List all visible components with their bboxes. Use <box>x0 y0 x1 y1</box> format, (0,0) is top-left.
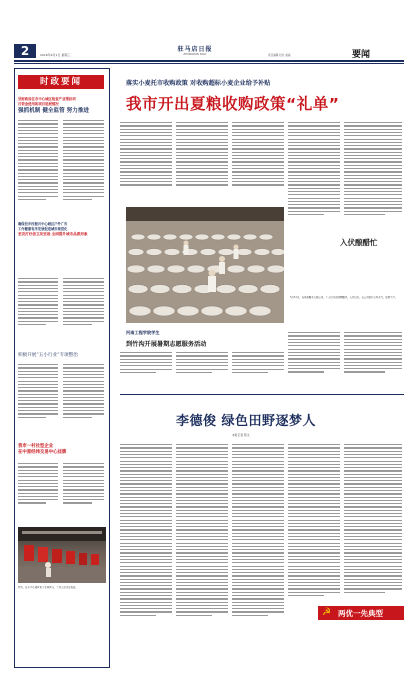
main-headline: 我市开出夏粮收购政策“礼单” <box>126 95 340 113</box>
main-photo-title: 入伏酿醋忙 <box>340 238 378 247</box>
sidebar-article-3-body <box>18 362 58 420</box>
footer-badge-label: 两优一先典型 <box>338 609 383 618</box>
sidebar-article-4-title-1: 我市一村社型企业 <box>18 444 54 449</box>
main-photo <box>126 207 284 323</box>
section-title: 要闻 <box>352 50 371 60</box>
sidebar-banner: 时政要闻 <box>18 75 104 89</box>
story2-kicker: 河南工程学院学生 <box>126 330 160 335</box>
main-article-body-col5 <box>344 120 402 217</box>
masthead-sub: ZHUMADIAN DAILY <box>183 53 207 56</box>
sidebar-article-4-body-col2 <box>63 461 104 506</box>
sidebar-article-1-body <box>18 118 58 202</box>
story2-body-col1 <box>120 350 172 375</box>
sidebar-article-2-body <box>18 276 58 327</box>
story2-body-col4 <box>288 330 340 375</box>
feature-body-col4 <box>288 442 340 598</box>
sidebar-article-1 <box>18 97 106 115</box>
sidebar-article-1-title-1: 县财政局在市中心城区检查产业帮扶项 <box>18 97 76 101</box>
sidebar-article-1-body-col2 <box>63 118 104 202</box>
factory-photo-illustration <box>18 527 106 583</box>
sidebar-article-3-title: 积极开展“五小行业”专项整治 <box>18 353 78 358</box>
header-rule <box>14 60 404 62</box>
sidebar-article-3-body-col2 <box>63 362 104 420</box>
main-kicker: 落实小麦托市收购政策 对收购超标小麦企业给予补贴 <box>126 80 271 87</box>
sidebar-article-2-title-2: 工作健康有序发展促进城市规范化 <box>18 227 68 231</box>
masthead <box>160 44 230 56</box>
sidebar-article-4-body <box>18 461 58 506</box>
page-number: 2 <box>20 44 30 58</box>
party-emblem-icon: ☭ <box>322 607 331 618</box>
main-article-body-col4 <box>288 120 340 217</box>
date-line: 2016年6月1日 星期三 <box>40 53 71 57</box>
feature-body-col5 <box>344 442 402 595</box>
editor-line: 责任编辑 校对 美编 <box>268 54 291 57</box>
feature-byline: 本报记者 陈文 <box>232 433 250 437</box>
main-article-body-col3 <box>232 120 284 188</box>
feature-separator <box>120 394 404 395</box>
sidebar-article-2-subtitle: 坚决打好创卫攻坚战 全面提升城市品质形象 <box>18 232 88 236</box>
sidebar-photo <box>18 527 106 583</box>
story2-title: 到竹沟开展暑期志愿服务活动 <box>126 341 207 348</box>
feature-body-col3 <box>232 442 284 618</box>
masthead-title: 驻马店日报 <box>177 46 213 53</box>
story2-body-col3 <box>232 350 284 375</box>
page-number-badge <box>14 44 36 58</box>
sidebar-article-4 <box>18 444 106 456</box>
sidebar-article-1-subtitle: 强抓机制 健全监管 努力推进 <box>18 108 90 114</box>
sidebar-article-1-title-2: 目资金使用和项目进展情况 <box>18 102 59 106</box>
feature-body-col2 <box>176 442 228 618</box>
story2-body-col5 <box>344 330 402 375</box>
feature-body-col1 <box>120 442 172 618</box>
sidebar-photo-caption: 图为，在市中心城区某工业园区内，工作人员正在检查。 <box>18 586 78 589</box>
story2-body-col2 <box>176 350 228 375</box>
header-rule-thin <box>14 63 404 64</box>
sidebar-article-2 <box>18 222 106 238</box>
main-article-body-col1 <box>120 120 172 188</box>
sidebar-article-2-body-col2 <box>63 276 104 327</box>
sidebar-article-4-title-2: 在中原经纬交易中心挂牌 <box>18 450 67 455</box>
footer-badge <box>318 606 404 620</box>
vinegar-jars-photo-illustration <box>126 207 284 323</box>
main-photo-caption: 5月31日，在某某醋业有限公司，工人们正在晾晒醋坯。入伏以来，该公司抓住有利天气，加紧生产。 <box>290 296 398 299</box>
feature-title: 李德俊 绿色田野逐梦人 <box>176 414 317 429</box>
main-article-body-col2 <box>176 120 228 188</box>
sidebar-article-2-title-1: 确保县乡村振兴中心城区户外广告 <box>18 222 68 226</box>
